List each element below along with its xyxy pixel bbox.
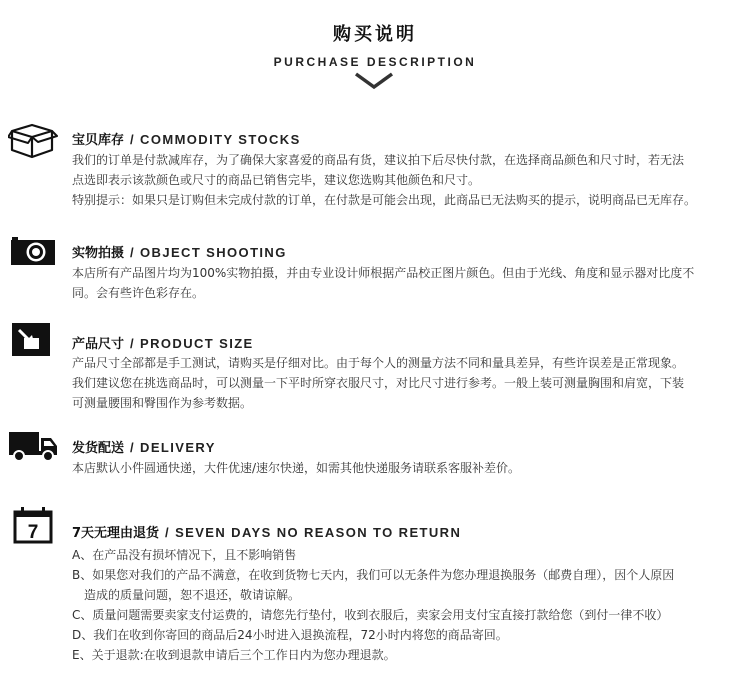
truck-icon [8,424,58,464]
section-title-en: / OBJECT SHOOTING [130,245,287,260]
page-title: 购买说明 [333,24,417,45]
box-icon [8,120,58,160]
section-title-en: / SEVEN DAYS NO REASON TO RETURN [165,525,462,540]
page-header [0,20,750,69]
section-heading [72,129,301,148]
section-body [72,545,744,665]
body-line: 本店默认小件圆通快递，大件优速/速尔快递，如需其他快递服务请联系客服补差价。 [72,461,521,475]
section-title-cn: 宝贝库存 [72,133,125,148]
section-heading [72,333,254,352]
section-heading [72,437,216,456]
body-line: D、我们在收到你寄回的商品后24小时进入退换流程，72小时内将您的商品寄回。 [72,628,508,642]
body-line: A、在产品没有损坏情况下，且不影响销售 [72,548,297,562]
section-body [72,150,744,210]
body-line: C、质量问题需要卖家支付运费的，请您先行垫付，收到衣服后，卖家会用支付宝直接打款给您（到付一律不收） [72,608,669,622]
body-line: 我们建议您在挑选商品时，可以测量一下平时所穿衣服尺寸，对比尺寸进行参考。一般上装可测量胸围和肩宽，下装 [72,376,685,390]
resize-icon [8,320,58,360]
section-heading [72,242,287,261]
body-line: 点选即表示该款颜色或尺寸的商品已销售完毕，建议您选购其他颜色和尺寸。 [72,173,481,187]
body-line: 造成的质量问题，恕不退还，敬请谅解。 [84,588,301,602]
body-line: 同。会有些许色彩存在。 [72,286,205,300]
section-body [72,458,744,478]
body-line: 我们的订单是付款减库存，为了确保大家喜爱的商品有货，建议拍下后尽快付款，在选择商品颜色和尺寸时，若无法 [72,153,685,167]
section-title-cn: 实物拍摄 [72,246,125,261]
section-title-cn: 产品尺寸 [72,337,125,352]
section-title-en: / DELIVERY [130,440,216,455]
body-line: 本店所有产品图片均为100%实物拍摄，并由专业设计师根据产品校正图片颜色。但由于光线、角度和显示器对比度不 [72,266,695,280]
body-line: 可测量腰围和臀围作为参考数据。 [72,396,253,410]
body-line: 特别提示：如果只是订购但未完成付款的订单，在付款是可能会出现，此商品已无法购买的提示，说明商品已无库存。 [72,193,697,207]
body-line: 产品尺寸全部都是手工测试，请购买是仔细对比。由于每个人的测量方法不同和量具差异，有些许误差是正常现象。 [72,356,685,370]
section-body [72,263,744,303]
body-line: E、关于退款:在收到退款申请后三个工作日内为您办理退款。 [72,648,396,662]
section-title-en: / COMMODITY STOCKS [130,132,301,147]
calendar-7-icon [8,506,58,546]
section-title-cn: 发货配送 [72,441,125,456]
page-subtitle: PURCHASE DESCRIPTION [273,55,477,69]
section-heading [72,522,461,541]
calendar-number: 7 [27,522,39,543]
chevron-down-icon [354,72,394,90]
section-title-en: / PRODUCT SIZE [130,336,254,351]
camera-icon [8,231,58,271]
section-body [72,353,744,413]
section-title-cn: 7天无理由退货 [72,526,160,541]
body-line: B、如果您对我们的产品不满意，在收到货物七天内，我们可以无条件为您办理退换服务（邮费自理），因个人原因 [72,568,675,582]
